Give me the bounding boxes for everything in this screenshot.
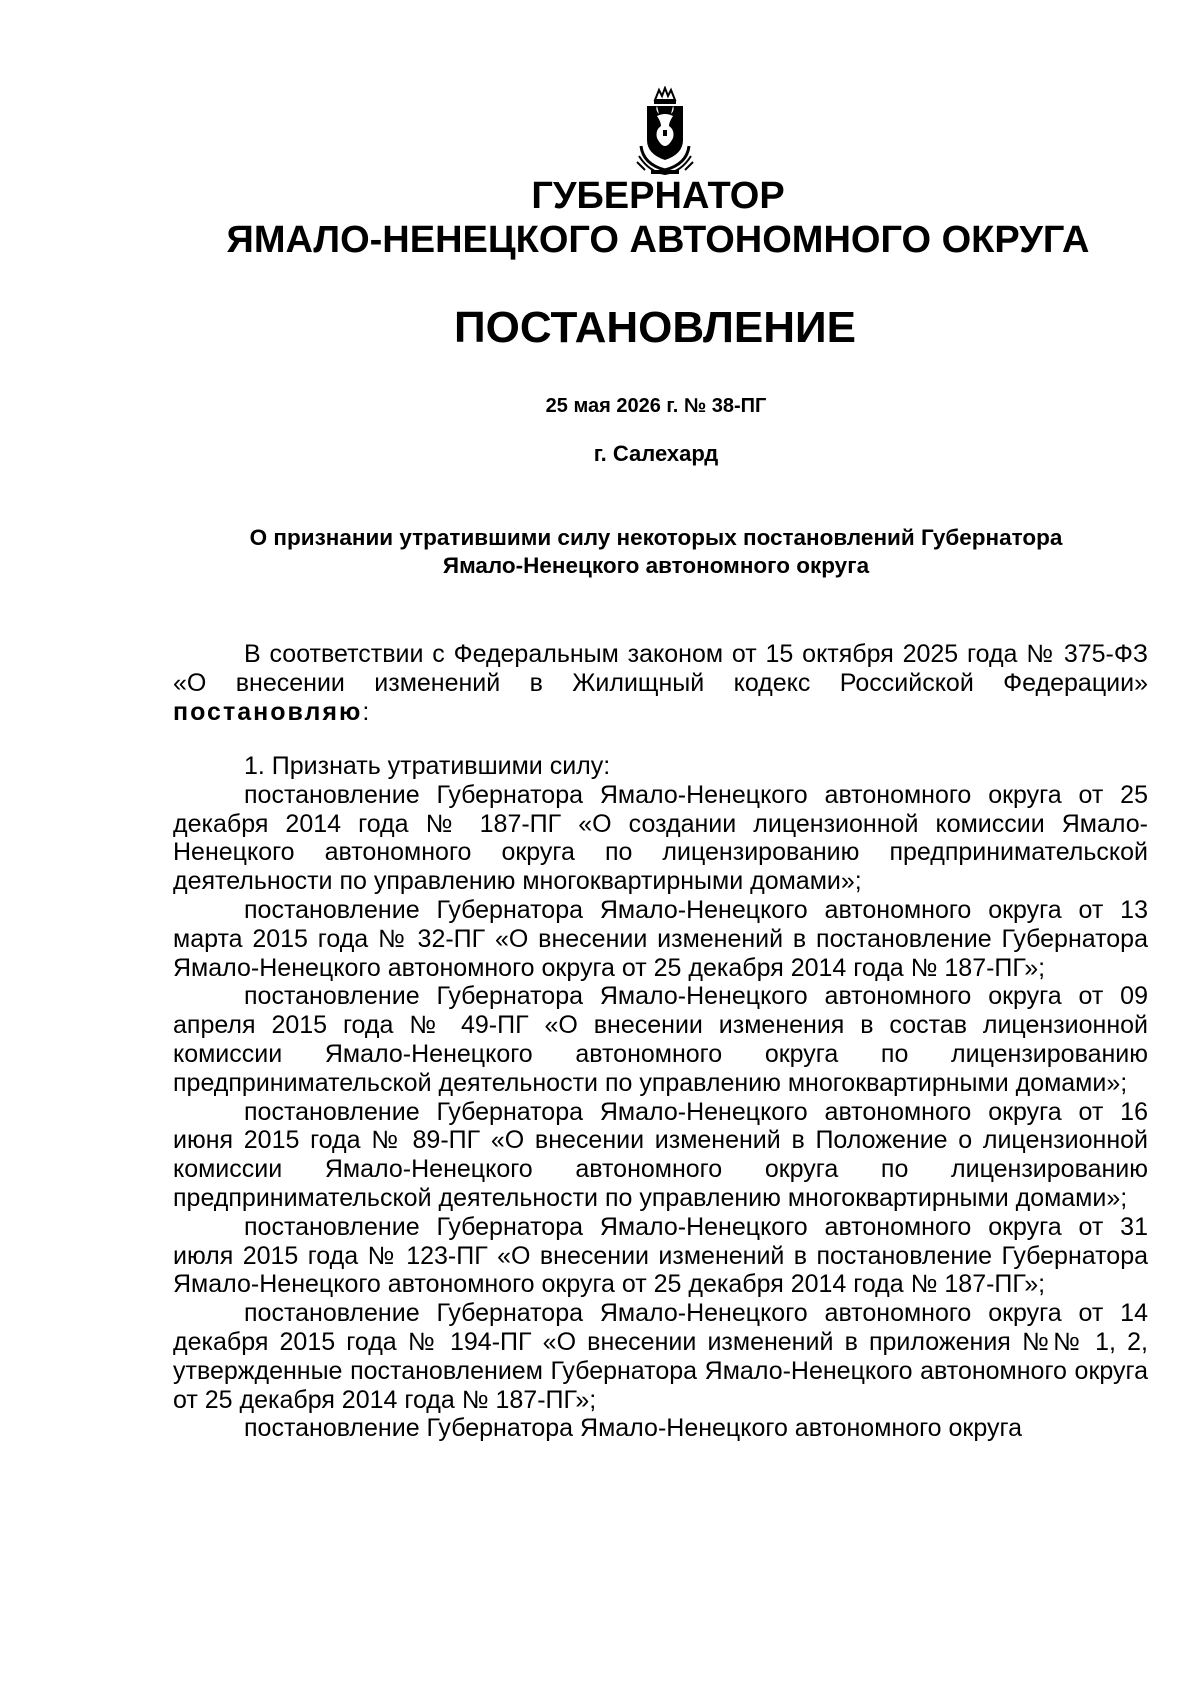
preamble-paragraph <box>173 640 1148 726</box>
resolve-word: постановляю <box>173 697 363 726</box>
document-type: ПОСТАНОВЛЕНИЕ <box>453 303 857 352</box>
repealed-act-1: постановление Губернатора Ямало-Ненецкого автономного округа от 25 декабря 2014 года № 187-ПГ «О создании лицензионной комиссии Ямало-Ненецкого автономного округа по лицензированию предпринимательской деятельности по управлению многоквартирными домами»; <box>173 780 1148 896</box>
preamble-text: В соответствии с Федеральным законом от 15 октября 2025 года № 375-ФЗ «О внесении изменений в Жилищный кодекс Российской Федерации» <box>173 640 1148 697</box>
decree-body <box>173 752 1148 1443</box>
repealed-act-6: постановление Губернатора Ямало-Ненецкого автономного округа от 14 декабря 2015 года № 194-ПГ «О внесении изменений в приложения №№ 1, 2, утвержденные постановлением Губернатора Ямало-Ненецкого автономного округа от 25 декабря 2014 года № 187-ПГ»; <box>173 1299 1148 1414</box>
document-title-line-1: О признании утратившими силу некоторых постановлений Губернатора <box>249 525 1063 550</box>
repealed-act-5: постановление Губернатора Ямало-Ненецкого автономного округа от 31 июля 2015 года № 123-ПГ «О внесении изменений в постановление Губернатора Ямало-Ненецкого автономного округа от 25 декабря 2014 года № 187-ПГ»; <box>173 1212 1148 1299</box>
authority-region: ЯМАЛО-НЕНЕЦКОГО АВТОНОМНОГО ОКРУГА <box>226 219 1090 261</box>
document-place: г. Салехард <box>593 441 719 466</box>
preamble-colon: : <box>362 697 370 726</box>
decree-item-1: 1. Признать утратившими силу: <box>244 752 611 780</box>
repealed-act-2: постановление Губернатора Ямало-Ненецкого автономного округа от 13 марта 2015 года № 32-ПГ «О внесении изменений в постановление Губернатора Ямало-Ненецкого автономного округа от 25 декабря 2014 года № 187-ПГ»; <box>173 895 1148 982</box>
issuing-authority <box>0 174 1200 262</box>
authority-title: ГУБЕРНАТОР <box>531 175 785 217</box>
document-date-number: 25 мая 2026 г. № 38-ПГ <box>545 395 767 417</box>
repealed-act-4: постановление Губернатора Ямало-Ненецкого автономного округа от 16 июня 2015 года № 89-ПГ «О внесении изменений в Положение о лицензионной комиссии Ямало-Ненецкого автономного округа по лицензированию предпринимательской деятельности по управлению многоквартирными домами»; <box>173 1097 1148 1212</box>
preamble <box>173 640 1148 726</box>
yamal-nenets-coat-of-arms-icon <box>629 86 701 178</box>
document-title <box>160 524 1152 580</box>
repealed-act-7: постановление Губернатора Ямало-Ненецкого автономного округа <box>244 1414 1022 1443</box>
document-title-line-2: Ямало-Ненецкого автономного округа <box>442 553 870 578</box>
repealed-act-3: постановление Губернатора Ямало-Ненецкого автономного округа от 09 апреля 2015 года № 49-ПГ «О внесении изменения в состав лицензионной комиссии Ямало-Ненецкого автономного округа по лицензированию предпринимательской деятельности по управлению многоквартирными домами»; <box>173 982 1148 1097</box>
